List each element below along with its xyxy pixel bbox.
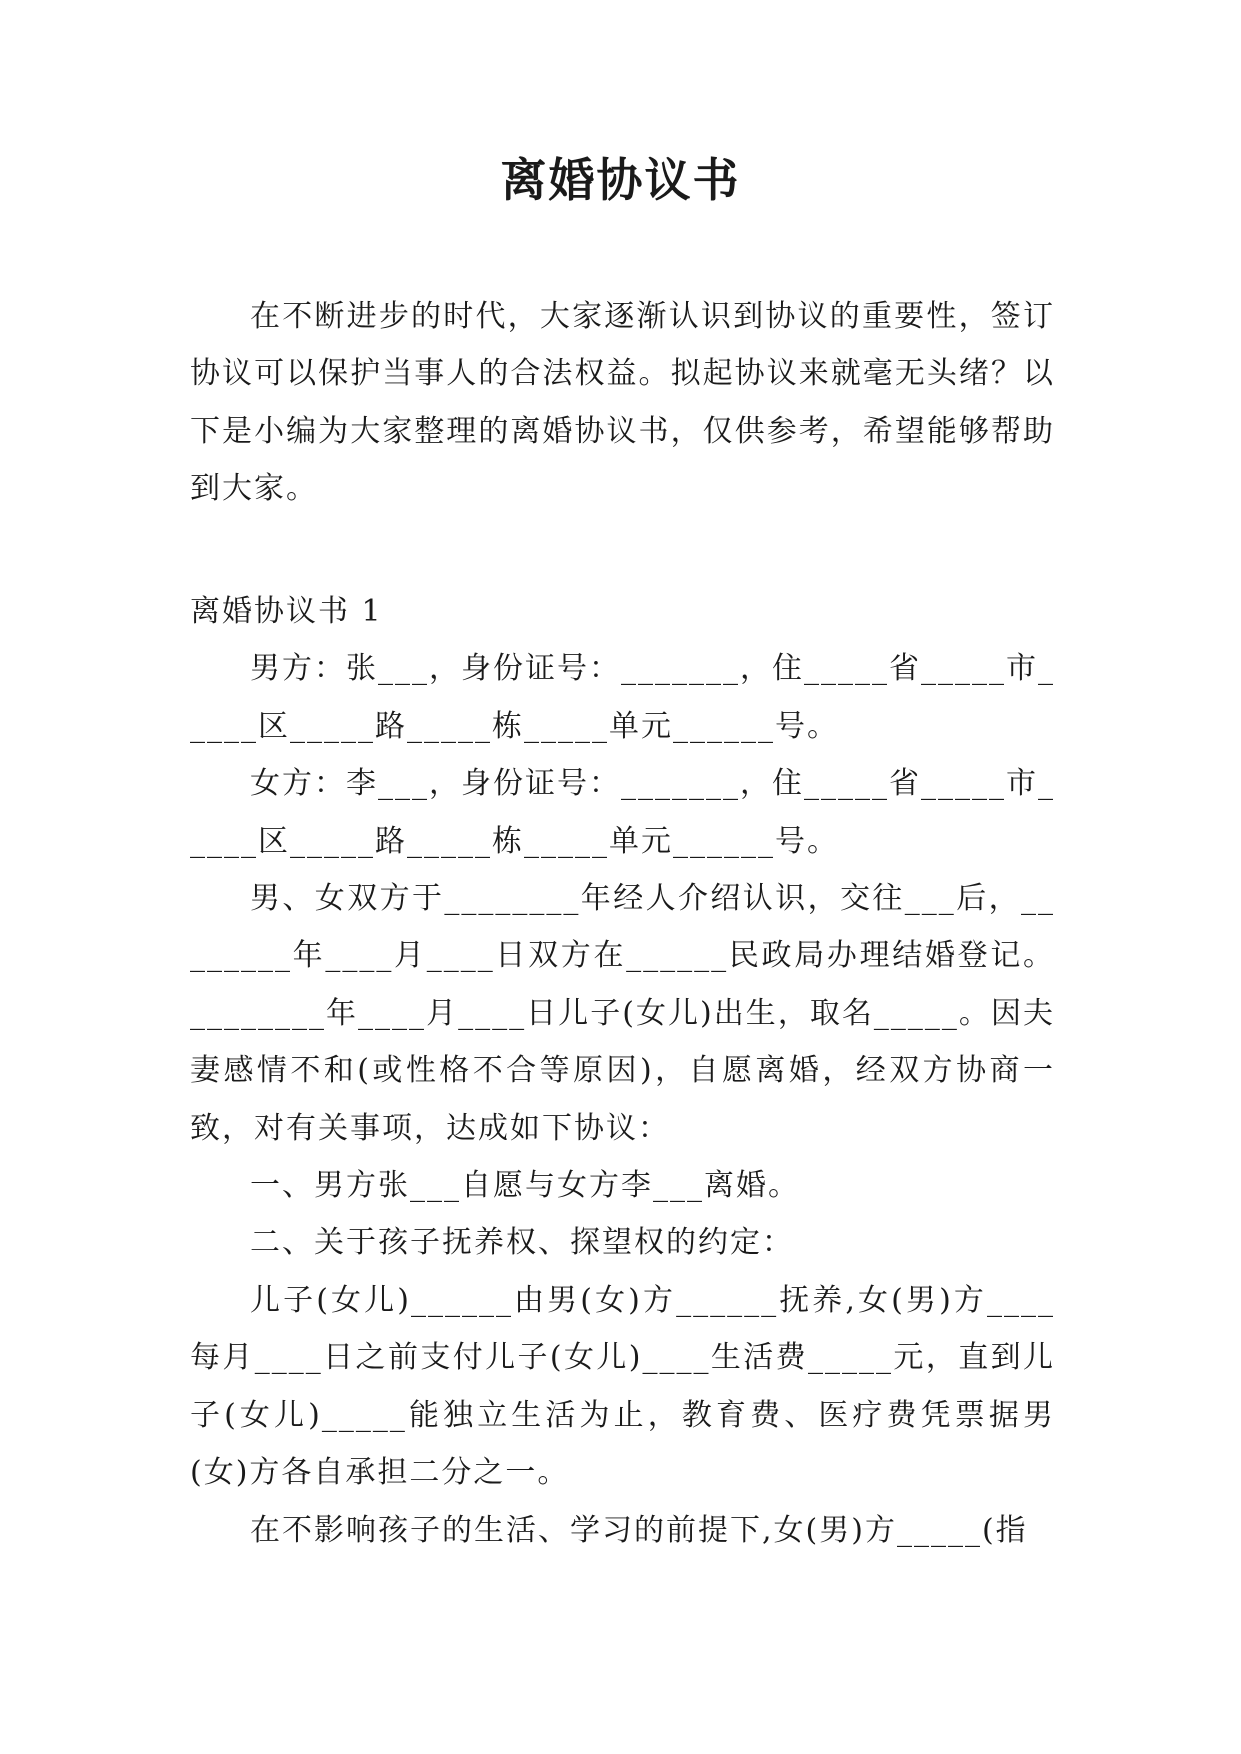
clause-1: 一、男方张___自愿与女方李___离婚。 [250, 1168, 800, 1204]
intro-block [190, 288, 1055, 518]
paragraph-background: 男、女双方于________年经人介绍认识，交往___后，________年____月____日双方在______民政局办理结婚登记。________年____月____日儿子(女儿)出生，取名_____。因夫妻感情不和(或性格不合等原因)，自愿离婚，经双方协商一致，对有关事项，达成如下协议： [190, 881, 1055, 1146]
clause-2: 二、关于孩子抚养权、探望权的约定： [250, 1225, 794, 1261]
paragraph-male-party: 男方：张___，身份证号：_______，住_____省_____市_____区_____路_____栋_____单元______号。 [190, 651, 1055, 744]
agreement-body [190, 583, 1055, 1559]
paragraph-custody: 儿子(女儿)______由男(女)方______抚养,女(男)方____每月____日之前支付儿子(女儿)____生活费_____元，直到儿子(女儿)_____能独立生活为止，教育费、医疗费凭票据男(女)方各自承担二分之一。 [190, 1282, 1055, 1491]
document-title: 离婚协议书 [500, 153, 741, 207]
paragraph-female-party: 女方：李___，身份证号：_______，住_____省_____市_____区_____路_____栋_____单元______号。 [190, 766, 1055, 859]
section-heading: 离婚协议书 1 [190, 594, 383, 629]
intro-paragraph: 在不断进步的时代，大家逐渐认识到协议的重要性，签订协议可以保护当事人的合法权益。拟起协议来就毫无头绪？以下是小编为大家整理的离婚协议书，仅供参考，希望能够帮助到大家。 [190, 299, 1055, 507]
paragraph-visitation: 在不影响孩子的生活、学习的前提下,女(男)方_____(指 [250, 1512, 1028, 1548]
